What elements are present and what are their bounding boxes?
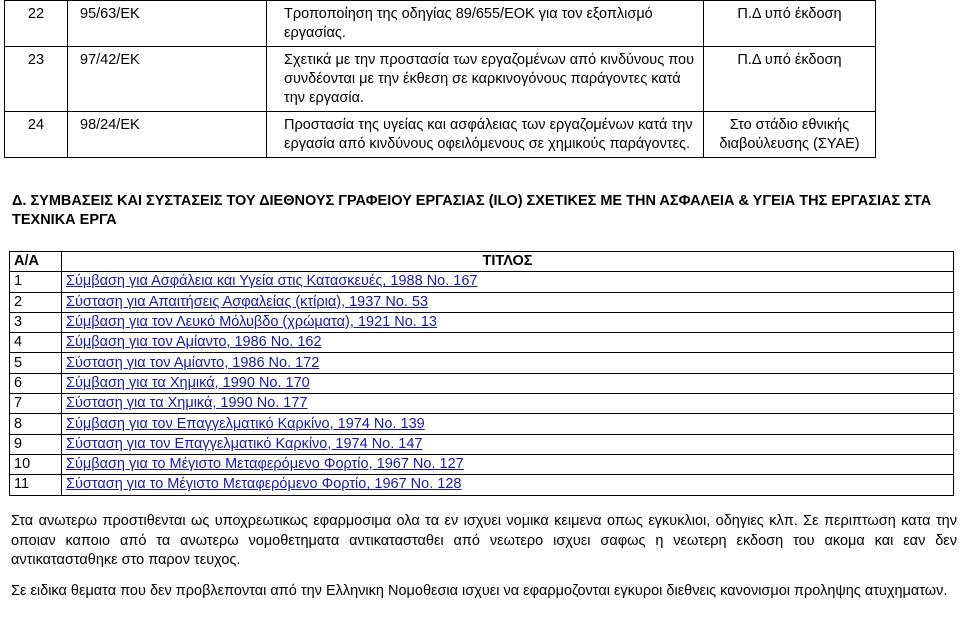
directives-table: [4, 0, 876, 158]
table-header-row: [10, 252, 954, 272]
note-paragraph-2: Σε ειδικα θεματα που δεν προβλεπονται από την Ελληνικη Νομοθεσια ισχυει να εφαρμοζονται εγκυροι διεθνεις κανονισμοι προληψης ατυχηματων.: [11, 583, 948, 599]
directive-status: Στο στάδιο εθνικής διαβούλευσης (ΣΥΑΕ): [704, 112, 876, 158]
convention-link[interactable]: Σύσταση για Απαιτήσεις Ασφαλείας (κτίρια), 1937 Νο. 53: [66, 293, 429, 310]
row-number: 7: [10, 394, 62, 414]
convention-title-cell: [62, 292, 954, 312]
directive-title: Προστασία της υγείας και ασφάλειας των εργαζομένων κατά την εργασία από κινδύνους οφειλόμενους σε χημικούς παράγοντες.: [267, 112, 704, 158]
table-row: [10, 272, 954, 292]
row-number: 10: [10, 454, 62, 474]
table-row: [10, 312, 954, 332]
section-heading: Δ. ΣΥΜΒΑΣΕΙΣ ΚΑΙ ΣΥΣΤΑΣΕΙΣ ΤΟΥ ΔΙΕΘΝΟΥΣ ΓΡΑΦΕΙΟΥ ΕΡΓΑΣΙΑΣ (ILO) ΣΧΕΤΙΚΕΣ ΜΕ ΤΗΝ ΑΣΦΑΛΕΙΑ & ΥΓΕΙΑ ΤΗΣ ΕΡΓΑΣΙΑΣ ΣΤΑ ΤΕΧΝΙΚΑ ΕΡΓΑ: [12, 193, 932, 228]
row-number: 3: [10, 312, 62, 332]
row-number: 4: [10, 333, 62, 353]
table-row: [5, 112, 876, 158]
table-row: [10, 353, 954, 373]
note-paragraph-1: Στα ανωτερω προστιθενται ως υποχρεωτικως εφαρμοσιμα ολα τα εν ισχυει νομικα κειμενα οπως εγκυκλιοι, οδηγιες κλπ. Σε περιπτωση κατα την οποιαν καποιο από τα ανωτερω νομοθετηματα αντικατασταθει από νεωτερο ισχυει σαφως η νεωτερη εκδοση του ακομα και εαν δεν αντικατασταθηκε στο παρον τευχος.: [11, 513, 957, 568]
convention-link[interactable]: Σύμβαση για τον Αμίαντο, 1986 Νο. 162: [66, 334, 322, 351]
convention-title-cell: [62, 353, 954, 373]
convention-link[interactable]: Σύσταση για το Μέγιστο Μεταφερόμενο Φορτίο, 1967 Νο. 128: [66, 476, 462, 493]
directive-title: Σχετικά με την προστασία των εργαζομένων από κινδύνους που συνδέονται με την έκθεση σε καρκινογόνους παράγοντες κατά την εργασία.: [267, 47, 704, 112]
convention-link[interactable]: Σύμβαση για τα Χημικά, 1990 Νο. 170: [66, 374, 310, 391]
directive-status: Π.Δ υπό έκδοση: [704, 47, 876, 112]
row-number: 23: [5, 47, 68, 112]
row-number: 9: [10, 434, 62, 454]
row-number: 8: [10, 414, 62, 434]
convention-title-cell: [62, 373, 954, 393]
convention-link[interactable]: Σύμβαση για τον Λευκό Μόλυβδο (χρώματα), 1921 Νο. 13: [66, 314, 437, 331]
convention-link[interactable]: Σύμβαση για Ασφάλεια και Υγεία στις Κατασκευές, 1988 Νο. 167: [66, 273, 478, 290]
column-header-title: ΤΙΤΛΟΣ: [62, 252, 954, 272]
convention-title-cell: [62, 475, 954, 495]
row-number: 6: [10, 373, 62, 393]
row-number: 1: [10, 272, 62, 292]
table-row: [10, 434, 954, 454]
convention-title-cell: [62, 333, 954, 353]
convention-title-cell: [62, 312, 954, 332]
column-header-aa: Α/Α: [10, 252, 62, 272]
convention-title-cell: [62, 272, 954, 292]
convention-title-cell: [62, 414, 954, 434]
table-row: [10, 414, 954, 434]
convention-title-cell: [62, 394, 954, 414]
table-row: [10, 292, 954, 312]
directive-code: 95/63/ΕΚ: [68, 1, 267, 47]
convention-link[interactable]: Σύσταση για τον Επαγγελματικό Καρκίνο, 1974 Νο. 147: [66, 435, 423, 452]
convention-title-cell: [62, 434, 954, 454]
directive-code: 98/24/ΕΚ: [68, 112, 267, 158]
row-number: 22: [5, 1, 68, 47]
ilo-conventions-table: [9, 251, 954, 496]
convention-link[interactable]: Σύμβαση για τον Επαγγελματικό Καρκίνο, 1974 Νο. 139: [66, 415, 425, 432]
table-row: [5, 47, 876, 112]
table-row: [10, 394, 954, 414]
row-number: 24: [5, 112, 68, 158]
table-row: [5, 1, 876, 47]
row-number: 2: [10, 292, 62, 312]
row-number: 11: [10, 475, 62, 495]
convention-link[interactable]: Σύσταση για τα Χημικά, 1990 Νο. 177: [66, 395, 308, 412]
table-row: [10, 333, 954, 353]
convention-link[interactable]: Σύσταση για τον Αμίαντο, 1986 Νο. 172: [66, 354, 320, 371]
table-row: [10, 454, 954, 474]
row-number: 5: [10, 353, 62, 373]
table-row: [10, 475, 954, 495]
directive-status: Π.Δ υπό έκδοση: [704, 1, 876, 47]
convention-link[interactable]: Σύμβαση για το Μέγιστο Μεταφερόμενο Φορτίο, 1967 Νο. 127: [66, 456, 464, 473]
table-row: [10, 373, 954, 393]
convention-title-cell: [62, 454, 954, 474]
directive-code: 97/42/ΕΚ: [68, 47, 267, 112]
directive-title: Τροποποίηση της οδηγίας 89/655/ΕΟΚ για τον εξοπλισμό εργασίας.: [267, 1, 704, 47]
